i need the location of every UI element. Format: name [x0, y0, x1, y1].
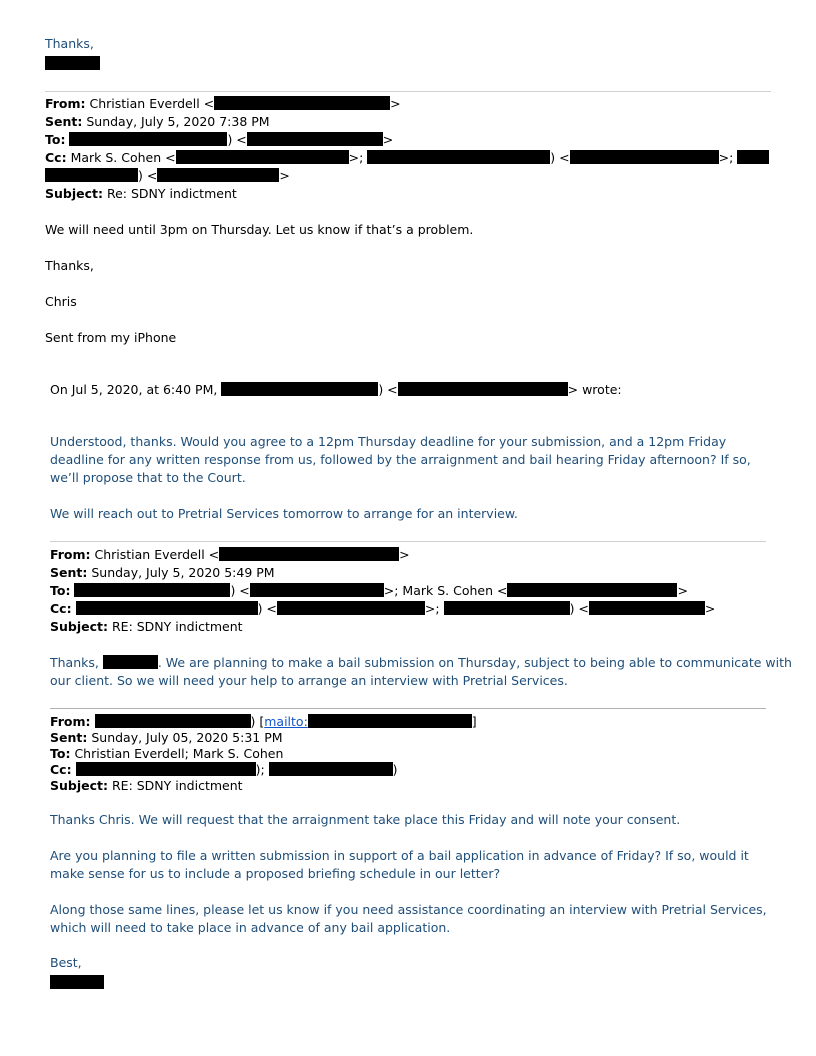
email3-signoff: Best,	[50, 955, 82, 970]
divider	[45, 91, 771, 92]
email3-para2: Are you planning to file a written submission in support of a bail application in advance of Friday? If so, would it make sense for us to include a proposed briefing schedule in our letter?	[50, 848, 749, 881]
email1-sent: Sent: Sunday, July 5, 2020 7:38 PM	[45, 114, 270, 129]
redaction-bottom-sig	[50, 975, 104, 991]
email2-body-line2: our client. So we will need your help to arrange an interview with Pretrial Services.	[50, 673, 568, 688]
email3-cc: Cc: ); )	[50, 762, 398, 777]
email3-to: To: Christian Everdell; Mark S. Cohen	[50, 746, 284, 761]
quote-para1: Understood, thanks. Would you agree to a 12pm Thursday deadline for your submission, and a 12pm Friday deadline for any written response from us, followed by the arraignment and bail hearing Friday afternoon? If so, we’ll propose that to the Court.	[50, 434, 751, 485]
email1-body-line1: We will need until 3pm on Thursday. Let us know if that’s a problem.	[45, 222, 474, 237]
email3-from: From: ) [mailto: ]	[50, 714, 477, 729]
email1-cc: Cc: Mark S. Cohen < >; ) < >;	[45, 150, 769, 166]
email2-body-line1: Thanks, . We are planning to make a bail submission on Thursday, subject to being able to communicate with	[50, 655, 792, 670]
quote-para2: We will reach out to Pretrial Services tomorrow to arrange for an interview.	[50, 506, 518, 521]
email2-sent: Sent: Sunday, July 5, 2020 5:49 PM	[50, 565, 275, 580]
email2-cc: Cc: ) < >; ) < >	[50, 601, 716, 616]
mailto-link[interactable]: mailto:	[264, 714, 308, 729]
email2-to: To: ) < >; Mark S. Cohen < >	[50, 583, 688, 598]
email1-body-line3: Chris	[45, 294, 77, 309]
divider	[50, 541, 766, 542]
quote-intro: On Jul 5, 2020, at 6:40 PM, ) < > wrote:	[50, 382, 622, 397]
email1-body-line2: Thanks,	[45, 258, 94, 273]
redaction-top-sig	[45, 56, 100, 72]
top-greeting: Thanks,	[45, 36, 94, 51]
email3-para1: Thanks Chris. We will request that the arraignment take place this Friday and will note your consent.	[50, 812, 681, 827]
email3-sent: Sent: Sunday, July 05, 2020 5:31 PM	[50, 730, 283, 745]
email2-from: From: Christian Everdell < >	[50, 547, 410, 562]
email2-subject: Subject: RE: SDNY indictment	[50, 619, 243, 634]
email3-subject: Subject: RE: SDNY indictment	[50, 778, 243, 793]
email1-cc-cont: ) < >	[45, 168, 290, 184]
email1-subject: Subject: Re: SDNY indictment	[45, 186, 237, 201]
email1-to: To: ) < >	[45, 132, 394, 147]
email1-body-line4: Sent from my iPhone	[45, 330, 177, 345]
email3-para3: Along those same lines, please let us know if you need assistance coordinating an interview with Pretrial Services, which will need to take place in advance of any bail application.	[50, 902, 767, 935]
divider	[50, 708, 766, 709]
email1-from: From: Christian Everdell < >	[45, 96, 401, 111]
